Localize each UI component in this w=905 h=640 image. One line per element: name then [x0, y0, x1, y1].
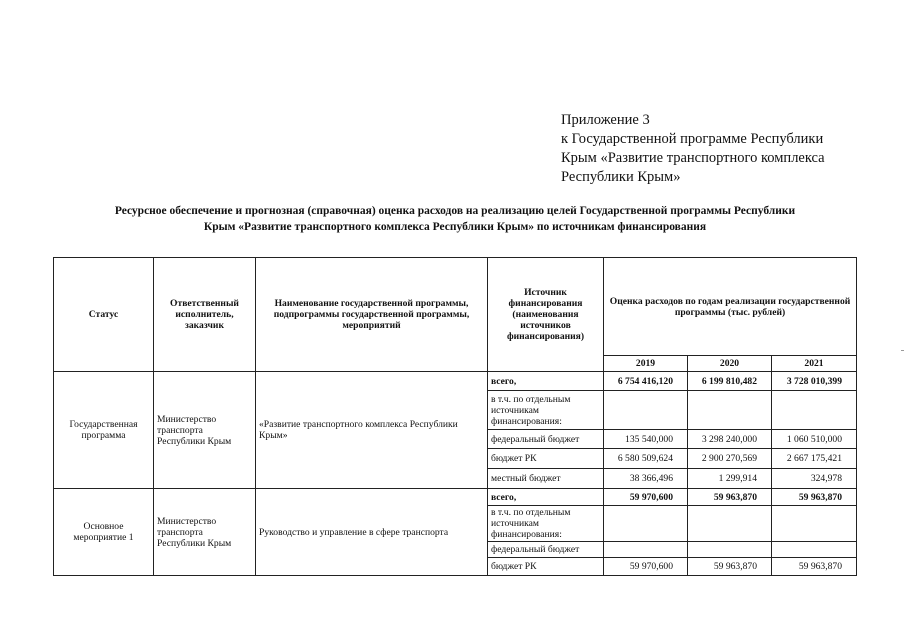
annex-line: Крым «Развитие транспортного комплекса [561, 150, 825, 166]
header-executor: Ответственный исполнитель, заказчик [154, 258, 256, 372]
table-row [54, 372, 857, 391]
value-cell: 3 728 010,399 [772, 372, 857, 391]
value-cell: 59 970,600 [604, 489, 688, 506]
value-cell: 59 963,870 [772, 558, 857, 576]
source-cell: всего, [488, 372, 604, 391]
annex-line: Республики Крым» [561, 169, 681, 185]
source-cell: местный бюджет [488, 469, 604, 489]
document-title [40, 204, 870, 235]
value-cell [604, 506, 688, 542]
source-cell: в т.ч. по отдельным источникам финансирования: [488, 391, 604, 430]
header-status: Статус [54, 258, 154, 372]
value-cell [688, 391, 772, 430]
source-cell: бюджет РК [488, 558, 604, 576]
annex-line: Приложение 3 [561, 112, 650, 128]
year-cell: 2019 [604, 356, 688, 372]
value-cell: 59 963,870 [688, 489, 772, 506]
value-cell [772, 542, 857, 558]
executor-cell: Министерство транспорта Республики Крым [154, 372, 256, 489]
value-cell: 59 970,600 [604, 558, 688, 576]
header-estimate: Оценка расходов по годам реализации государственной программы (тыс. рублей) [604, 258, 857, 356]
status-cell: Государственная программа [54, 372, 154, 489]
value-cell [772, 391, 857, 430]
value-cell: 1 060 510,000 [772, 430, 857, 449]
header-row [54, 258, 857, 356]
value-cell [772, 506, 857, 542]
scan-mark [901, 350, 904, 351]
status-cell: Основное мероприятие 1 [54, 489, 154, 576]
value-cell: 6 580 509,624 [604, 449, 688, 469]
year-cell: 2021 [772, 356, 857, 372]
source-cell: федеральный бюджет [488, 542, 604, 558]
title-line: Ресурсное обеспечение и прогнозная (справочная) оценка расходов на реализацию целей Государственной программы Республики [114, 205, 796, 217]
value-cell: 59 963,870 [688, 558, 772, 576]
value-cell: 59 963,870 [772, 489, 857, 506]
value-cell: 6 754 416,120 [604, 372, 688, 391]
resource-table [53, 257, 857, 576]
annex-header [561, 111, 861, 187]
value-cell: 2 900 270,569 [688, 449, 772, 469]
executor-cell: Министерство транспорта Республики Крым [154, 489, 256, 576]
source-cell: бюджет РК [488, 449, 604, 469]
header-source: Источник финансирования (наименования источников финансирования) [488, 258, 604, 372]
value-cell: 38 366,496 [604, 469, 688, 489]
title-line: Крым «Развитие транспортного комплекса Республики Крым» по источникам финансирования [203, 220, 707, 233]
annex-line: к Государственной программе Республики [561, 131, 824, 147]
source-cell: федеральный бюджет [488, 430, 604, 449]
year-cell: 2020 [688, 356, 772, 372]
value-cell: 6 199 810,482 [688, 372, 772, 391]
value-cell: 2 667 175,421 [772, 449, 857, 469]
value-cell [688, 542, 772, 558]
source-cell: в т.ч. по отдельным источникам финансирования: [488, 506, 604, 542]
header-program-name: Наименование государственной программы, подпрограммы государственной программы, мероприятий [256, 258, 488, 372]
value-cell: 3 298 240,000 [688, 430, 772, 449]
program-name-cell: Руководство и управление в сфере транспорта [256, 489, 488, 576]
source-cell: всего, [488, 489, 604, 506]
value-cell: 1 299,914 [688, 469, 772, 489]
table-row [54, 489, 857, 506]
value-cell: 324,978 [772, 469, 857, 489]
value-cell [604, 542, 688, 558]
program-name-cell: «Развитие транспортного комплекса Республики Крым» [256, 372, 488, 489]
value-cell: 135 540,000 [604, 430, 688, 449]
value-cell [688, 506, 772, 542]
value-cell [604, 391, 688, 430]
